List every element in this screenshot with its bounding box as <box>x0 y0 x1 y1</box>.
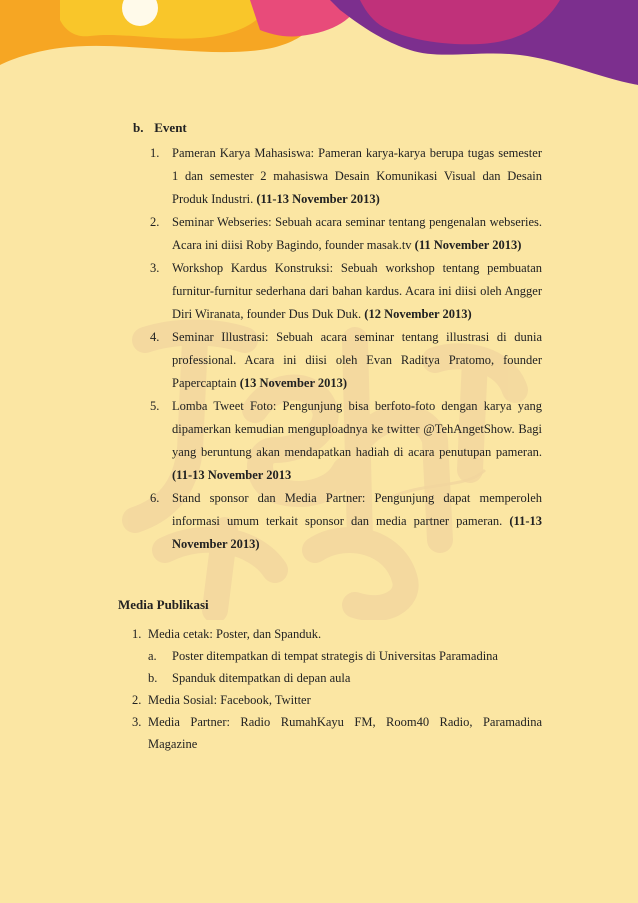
sub-list <box>148 645 542 689</box>
list-item: 4. Seminar Illustrasi: Sebuah acara seminar tentang illustrasi di dunia professional. Acara ini diisi oleh Evan Raditya Pratomo, founder Papercaptain (13 November 2013) <box>150 330 542 390</box>
header-decoration <box>0 0 638 110</box>
section-heading-event <box>133 120 187 136</box>
sub-list-item: a. Poster ditempatkan di tempat strategis di Universitas Paramadina <box>148 649 498 663</box>
sub-list-item: b. Spanduk ditempatkan di depan aula <box>148 671 351 685</box>
section-title: Event <box>154 120 187 135</box>
section-letter: b. <box>133 120 144 135</box>
list-item: 3. Workshop Kardus Konstruksi: Sebuah workshop tentang pembuatan furnitur-furnitur sederhana dari bahan kardus. Acara ini diisi oleh Angger Diri Wiranata, founder Dus Duk Duk. (12 November 2013) <box>150 261 542 321</box>
event-list <box>150 142 542 556</box>
list-item: 1. Media cetak: Poster, dan Spanduk. a. Poster ditempatkan di tempat strategis di Universitas Paramadina b. Spanduk ditempatkan di depan aula <box>132 623 542 689</box>
list-item: 6. Stand sponsor dan Media Partner: Pengunjung dapat memperoleh informasi umum terkait sponsor dan media partner pameran. (11-13 November 2013) <box>150 491 542 551</box>
list-item: 2. Media Sosial: Facebook, Twitter <box>132 693 311 707</box>
media-publikasi-heading: Media Publikasi <box>118 597 209 612</box>
list-item: 2. Seminar Webseries: Sebuah acara seminar tentang pengenalan webseries. Acara ini diisi Roby Bagindo, founder masak.tv (11 November 2013) <box>150 215 542 252</box>
media-list <box>132 623 542 755</box>
list-item: 5. Lomba Tweet Foto: Pengunjung bisa berfoto-foto dengan karya yang dipamerkan kemudian menguploadnya ke twitter @TehAngetShow. Bagi yang beruntung akan mendapatkan hadiah di acara penutupan pameran. (11-13 November 2013 <box>150 399 542 482</box>
list-item: 3. Media Partner: Radio RumahKayu FM, Room40 Radio, Paramadina Magazine <box>132 715 542 751</box>
list-item: 1. Pameran Karya Mahasiswa: Pameran karya-karya berupa tugas semester 1 dan semester 2 mahasiswa Desain Komunikasi Visual dan Desain Produk Industri. (11-13 November 2013) <box>150 146 542 206</box>
